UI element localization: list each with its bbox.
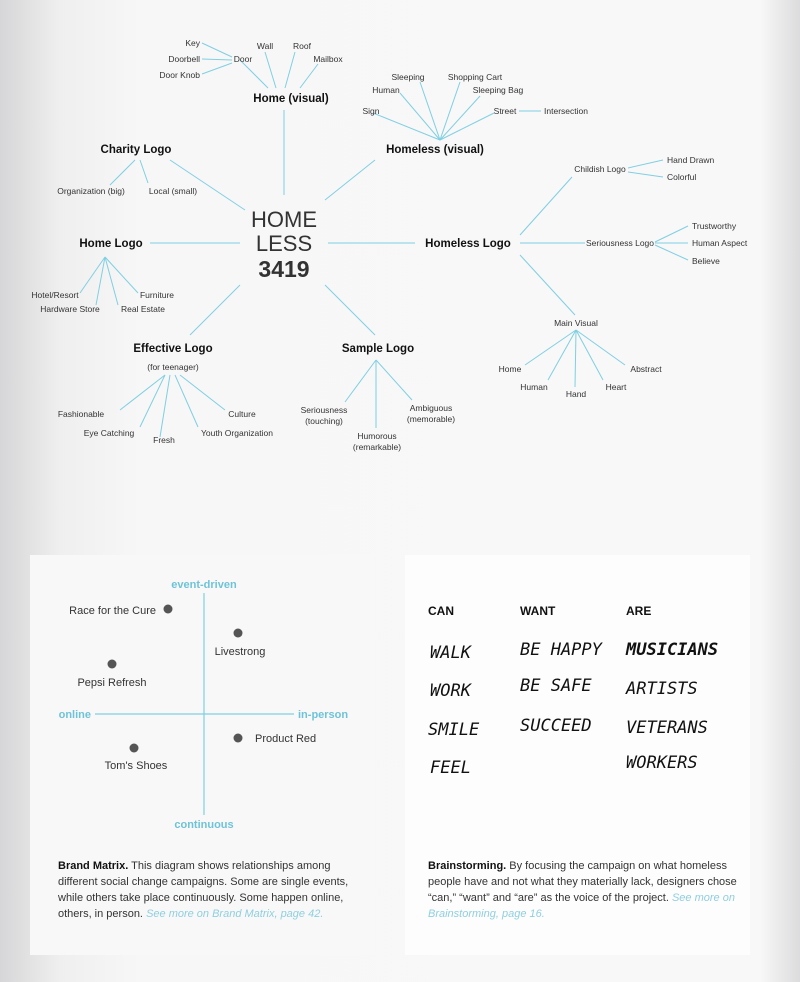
leaf-door-knob: Door Knob <box>159 70 200 80</box>
leaf-ambiguous: Ambiguous <box>409 403 453 413</box>
leaf-ambiguous-sub: (memorable) <box>406 414 456 424</box>
leaf-mv-human: Human <box>520 382 548 392</box>
can-smile: SMILE <box>428 720 480 740</box>
leaf-youth-organization: Youth Organization <box>201 428 273 438</box>
leaf-real-estate: Real Estate <box>121 304 165 314</box>
want-be-happy: BE HAPPY <box>520 640 602 660</box>
label-pepsi-refresh: Pepsi Refresh <box>77 677 147 689</box>
axis-event-driven: event-driven <box>171 579 237 591</box>
axis-in-person: in-person <box>298 709 349 721</box>
node-homeless-logo: Homeless Logo <box>425 238 511 250</box>
are-veterans: VETERANS <box>626 718 708 738</box>
leaf-mv-home: Home <box>498 364 522 374</box>
are-artists: ARTISTS <box>626 679 698 699</box>
leaf-furniture: Furniture <box>139 290 175 300</box>
brand-matrix-link[interactable]: See more on Brand Matrix, page 42. <box>146 908 324 920</box>
leaf-main-visual: Main Visual <box>554 318 598 328</box>
leaf-seriousness-sub: (touching) <box>305 416 343 426</box>
brainstorming-caption <box>428 858 738 922</box>
can-feel: FEEL <box>430 758 471 778</box>
brand-matrix-caption-title: Brand Matrix. <box>58 860 129 872</box>
leaf-human: Human <box>372 85 400 95</box>
effective-logo-sub: (for teenager) <box>147 362 199 372</box>
leaf-trustworthy: Trustworthy <box>692 221 737 231</box>
leaf-sleeping: Sleeping <box>391 72 425 82</box>
node-home-logo: Home Logo <box>79 238 143 250</box>
leaf-sleeping-bag: Sleeping Bag <box>472 85 524 95</box>
leaf-humorous-sub: (remarkable) <box>352 442 402 452</box>
leaf-fashionable: Fashionable <box>57 409 105 419</box>
brand-matrix-caption <box>58 858 368 922</box>
leaf-local-small: Local (small) <box>148 186 198 196</box>
center-line-1: HOME <box>251 207 317 232</box>
leaf-seriousness: Seriousness <box>300 405 348 415</box>
node-sample-logo: Sample Logo <box>341 343 415 355</box>
center-line-3: 3419 <box>258 256 310 282</box>
want-succeed: SUCCEED <box>520 716 592 736</box>
leaf-organization-big: Organization (big) <box>57 186 125 196</box>
leaf-culture: Culture <box>228 409 256 419</box>
leaf-believe: Believe <box>692 256 720 266</box>
want-be-safe: BE SAFE <box>520 676 592 696</box>
leaf-intersection: Intersection <box>544 106 588 116</box>
leaf-colorful: Colorful <box>667 172 697 182</box>
can-walk: WALK <box>430 643 471 663</box>
col-want: WANT <box>520 604 556 618</box>
leaf-shopping-cart: Shopping Cart <box>447 72 503 82</box>
label-toms-shoes: Tom's Shoes <box>104 760 168 772</box>
leaf-sign: Sign <box>362 106 380 116</box>
node-effective-logo: Effective Logo <box>133 343 213 355</box>
leaf-hotel-resort: Hotel/Resort <box>31 290 79 300</box>
leaf-key: Key <box>185 38 200 48</box>
node-charity-logo: Charity Logo <box>100 144 172 156</box>
axis-continuous: continuous <box>174 819 234 831</box>
leaf-mv-hand: Hand <box>565 389 587 399</box>
node-homeless-visual: Homeless (visual) <box>386 144 484 156</box>
label-race-for-the-cure: Race for the Cure <box>69 605 156 617</box>
are-musicians: MUSICIANS <box>626 640 719 660</box>
leaf-humorous: Humorous <box>357 431 397 441</box>
leaf-hand-drawn: Hand Drawn <box>667 155 715 165</box>
node-home-visual: Home (visual) <box>253 93 329 105</box>
label-livestrong: Livestrong <box>214 646 266 658</box>
leaf-doorbell: Doorbell <box>168 54 200 64</box>
leaf-seriousness-logo: Seriousness Logo <box>585 238 655 248</box>
leaf-street: Street <box>493 106 517 116</box>
axis-online: online <box>58 709 91 721</box>
brainstorming-link[interactable]: See more on Brainstorming, page 16. <box>428 892 735 920</box>
leaf-childish-logo: Childish Logo <box>574 164 626 174</box>
leaf-eye-catching: Eye Catching <box>83 428 135 438</box>
center-line-2: LESS <box>255 231 313 256</box>
leaf-mailbox: Mailbox <box>313 54 343 64</box>
brand-matrix-caption-text: This diagram shows relationships among different social change campaigns. Some are single events, while others take place continuously. Some happen online, others, in person. <box>58 860 349 920</box>
leaf-human-aspect: Human Aspect <box>692 238 748 248</box>
leaf-fresh: Fresh <box>153 435 175 445</box>
col-are: ARE <box>626 604 652 618</box>
can-work: WORK <box>430 681 471 701</box>
are-workers: WORKERS <box>626 753 698 773</box>
label-product-red: Product Red <box>255 733 317 745</box>
leaf-hardware-store: Hardware Store <box>40 304 100 314</box>
leaf-mv-heart: Heart <box>605 382 627 392</box>
leaf-mv-abstract: Abstract <box>630 364 662 374</box>
leaf-door: Door <box>233 54 253 64</box>
leaf-wall: Wall <box>256 41 274 51</box>
leaf-roof: Roof <box>293 41 311 51</box>
col-can: CAN <box>428 604 454 618</box>
brainstorming-caption-title: Brainstorming. <box>428 860 507 872</box>
brainstorming-caption-text: By focusing the campaign on what homeless people have and not what they materially lack, designers chose “can,” “want” and “are” as the voice of the project. <box>428 860 737 904</box>
